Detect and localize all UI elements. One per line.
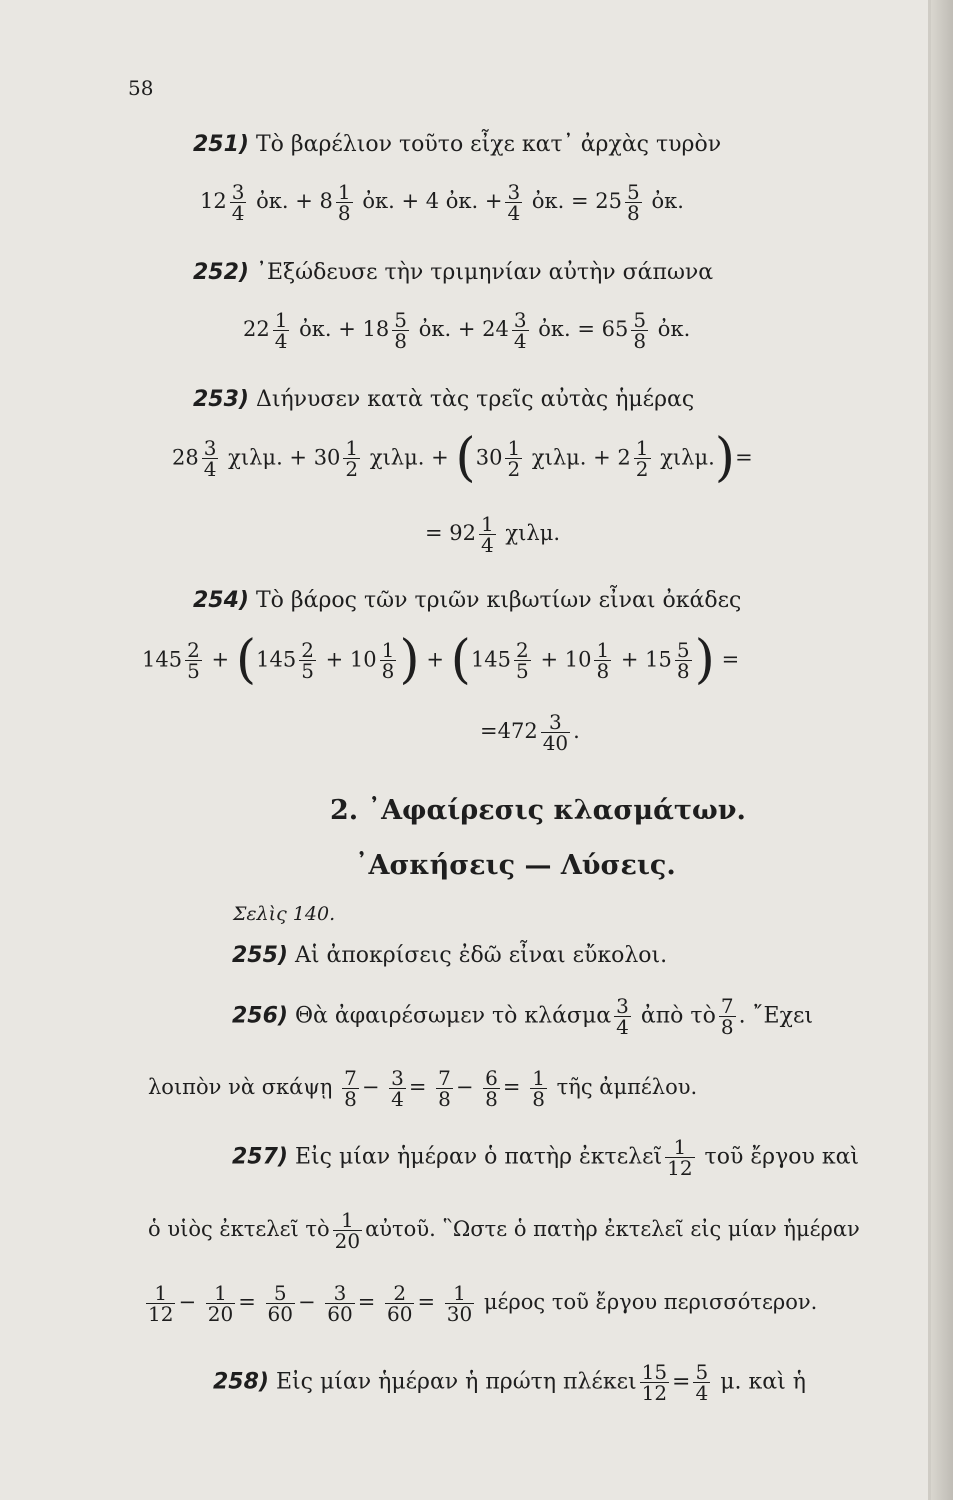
exercise-253-equation — [172, 428, 753, 488]
unit-text: ὀκ. + 18 — [299, 317, 390, 341]
equals-sign: = — [735, 445, 753, 470]
fraction: $\frac{2}{5}$ — [301, 638, 314, 684]
plus-sign: + — [426, 647, 444, 672]
operand-text: + 10 — [325, 647, 377, 672]
operand-text: + 15 — [620, 647, 672, 672]
result-value: =472 — [480, 719, 538, 743]
fraction: $\frac{1}{2}$ — [507, 436, 521, 482]
unit-text: χιλμ. — [660, 445, 715, 470]
page-reference: Σελὶς 140. — [233, 903, 336, 925]
fraction: $\frac{1}{30}$ — [446, 1281, 473, 1326]
fraction: $\frac{5}{8}$ — [633, 308, 647, 353]
right-paren: ) — [714, 428, 736, 488]
exercise-number: 258) — [213, 1369, 269, 1395]
exercise-number: 256) — [232, 1003, 288, 1029]
exercise-text: . ῎Εχει — [738, 1003, 813, 1029]
unit-text: χιλμ. — [505, 521, 561, 545]
fraction: $\frac{1}{12}$ — [667, 1135, 693, 1180]
exercise-254-intro — [193, 590, 741, 612]
unit-text: ὀκ. = 65 — [538, 317, 629, 341]
fraction: $\frac{1}{8}$ — [532, 1066, 545, 1111]
right-paren: ) — [399, 630, 420, 690]
exercise-text: ὁ υἱὸς ἐκτελεῖ τὸ — [148, 1217, 330, 1241]
fraction: $\frac{3}{4}$ — [513, 308, 527, 353]
fraction: $\frac{1}{4}$ — [481, 512, 494, 557]
fraction: $\frac{1}{8}$ — [337, 180, 351, 225]
whole-number: 145 — [142, 647, 183, 672]
whole-number: 28 — [172, 445, 199, 470]
fraction: $\frac{3}{4}$ — [391, 1066, 404, 1111]
exercise-text: Εἰς μίαν ἡμέραν ὁ πατὴρ ἐκτελεῖ — [294, 1144, 663, 1170]
fraction: $\frac{3}{4}$ — [616, 994, 629, 1039]
exercise-number: 252) — [193, 260, 249, 285]
fraction: $\frac{1}{8}$ — [381, 638, 395, 684]
fraction: $\frac{3}{4}$ — [507, 180, 521, 225]
fraction: $\frac{7}{8}$ — [344, 1066, 357, 1111]
fraction: $\frac{5}{8}$ — [394, 308, 408, 353]
exercise-256-line1 — [232, 996, 813, 1037]
unit-text: ὀκ. — [657, 317, 691, 341]
unit-text: ὀκ. + 8 — [256, 189, 333, 213]
left-paren: ( — [450, 630, 471, 690]
plus-sign: + — [211, 647, 230, 672]
exercise-text: Τὸ βάρος τῶν τριῶν κιβωτίων εἶναι ὀκάδες — [255, 588, 742, 613]
exercise-254-result: =472 $\frac{3}{40}$ . — [480, 710, 580, 755]
fraction: $\frac{1}{8}$ — [596, 638, 610, 684]
exercise-252-equation — [243, 310, 690, 351]
fraction: $\frac{7}{8}$ — [720, 994, 734, 1039]
exercise-text: μέρος τοῦ ἔργου περισσότερον. — [483, 1290, 818, 1314]
exercise-251-equation — [200, 182, 684, 223]
exercise-252-intro — [193, 262, 713, 284]
fraction: $\frac{1}{12}$ — [148, 1281, 174, 1326]
exercise-257-line1 — [232, 1137, 859, 1178]
exercise-text: τοῦ ἔργου καὶ — [704, 1144, 860, 1170]
fraction: $\frac{1}{2}$ — [635, 436, 649, 482]
unit-text: ὀκ. — [651, 189, 684, 213]
fraction: $\frac{3}{60}$ — [327, 1281, 353, 1326]
unit-text: χιλμ. + — [369, 445, 449, 470]
exercise-text: ἀπὸ τὸ — [640, 1003, 716, 1029]
operand-text: + 10 — [540, 647, 592, 672]
exercise-text: ᾿Εξώδευσε τὴν τριμηνίαν αὐτὴν σάπωνα — [255, 260, 714, 285]
exercise-text: Εἰς μίαν ἡμέραν ἡ πρώτη πλέκει — [275, 1369, 637, 1395]
page-number: 58 — [128, 76, 154, 100]
section-subtitle: ᾿Ασκήσεις — Λύσεις. — [355, 850, 676, 881]
exercise-251-intro — [193, 134, 721, 156]
left-paren: ( — [235, 630, 257, 690]
exercise-text: αὐτοῦ. ῝Ωστε ὁ πατὴρ ἐκτελεῖ εἰς μίαν ἡμέραν — [365, 1217, 860, 1241]
equals-sign: = — [721, 647, 740, 672]
unit-text: ὀκ. + 4 ὀκ. + — [362, 189, 503, 213]
fraction: $\frac{1}{20}$ — [334, 1208, 361, 1253]
exercise-text: Θὰ ἀφαιρέσωμεν τὸ κλάσμα — [294, 1003, 612, 1029]
fraction: $\frac{2}{5}$ — [516, 638, 529, 684]
exercise-257-line3: $\frac{1}{12}$ − $\frac{1}{20}$ = $\frac{5}{60}$ − $\frac{3}{60}$ = $\frac{2}{60}$ = $\frac{1}{30}$ μέρος τοῦ ἔργου περισσότερον. — [148, 1281, 818, 1326]
exercise-257-line2 — [148, 1210, 860, 1251]
exercise-253-intro — [193, 389, 694, 411]
fraction: $\frac{15}{12}$ — [641, 1360, 668, 1405]
exercise-text: Τὸ βαρέλιον τοῦτο εἶχε κατ᾿ ἀρχὰς τυρὸν — [255, 132, 722, 157]
fraction: $\frac{5}{8}$ — [676, 638, 690, 684]
exercise-253-result — [425, 514, 560, 555]
exercise-text: Διήνυσεν κατὰ τὰς τρεῖς αὐτὰς ἡμέρας — [255, 387, 695, 412]
exercise-text: λοιπὸν νὰ σκάψῃ — [148, 1075, 333, 1099]
exercise-text: μ. καὶ ἡ — [720, 1369, 806, 1395]
fraction: $\frac{5}{8}$ — [627, 180, 640, 225]
exercise-number: 251) — [193, 132, 249, 157]
fraction: $\frac{1}{4}$ — [274, 308, 288, 353]
exercise-254-equation — [142, 630, 740, 690]
result-value: = 92 — [425, 521, 476, 545]
exercise-number: 257) — [232, 1144, 288, 1170]
fraction: $\frac{5}{4}$ — [695, 1360, 709, 1405]
section-title: 2. ᾿Αφαίρεσις κλασμάτων. — [330, 795, 746, 826]
right-paren: ) — [694, 630, 715, 690]
whole-number: 145 — [256, 647, 297, 672]
fraction: $\frac{6}{8}$ — [485, 1066, 498, 1111]
fraction: $\frac{1}{2}$ — [345, 436, 359, 482]
whole-number: 12 — [200, 189, 227, 213]
fraction: $\frac{2}{5}$ — [187, 638, 200, 684]
fraction: $\frac{7}{8}$ — [438, 1066, 451, 1111]
fraction: $\frac{5}{60}$ — [267, 1281, 293, 1326]
exercise-256-line2: λοιπὸν νὰ σκάψῃ $\frac{7}{8}$ − $\frac{3}{4}$ = $\frac{7}{8}$ − $\frac{6}{8}$ = $\frac{1}{8}$ τῆς ἀμπέλου. — [148, 1066, 698, 1111]
exercise-text: Αἱ ἀποκρίσεις ἐδῶ εἶναι εὔκολοι. — [294, 943, 668, 968]
unit-text: χιλμ. + 2 — [531, 445, 631, 470]
exercise-258: 258) Εἰς μίαν ἡμέραν ἡ πρώτη πλέκει $\frac{15}{12}$ = $\frac{5}{4}$ μ. καὶ ἡ — [213, 1360, 806, 1405]
unit-text: χιλμ. + 30 — [228, 445, 341, 470]
unit-text: ὀκ. = 25 — [531, 189, 623, 213]
fraction: $\frac{3}{4}$ — [231, 180, 245, 225]
whole-number: 22 — [243, 317, 270, 341]
whole-number: 145 — [470, 647, 512, 672]
exercise-number: 254) — [193, 588, 249, 613]
page-edge — [931, 0, 953, 1500]
fraction: $\frac{3}{4}$ — [203, 436, 217, 482]
exercise-number: 255) — [232, 943, 288, 968]
fraction: $\frac{3}{40}$ — [542, 710, 569, 755]
unit-text: ὀκ. + 24 — [418, 317, 509, 341]
whole-number: 30 — [475, 445, 503, 470]
fraction: $\frac{2}{60}$ — [387, 1281, 413, 1326]
exercise-255 — [232, 945, 667, 967]
left-paren: ( — [455, 428, 476, 488]
page-edge-line — [928, 0, 931, 1500]
fraction: $\frac{1}{20}$ — [207, 1281, 234, 1326]
exercise-number: 253) — [193, 387, 249, 412]
exercise-text: τῆς ἀμπέλου. — [556, 1075, 698, 1099]
